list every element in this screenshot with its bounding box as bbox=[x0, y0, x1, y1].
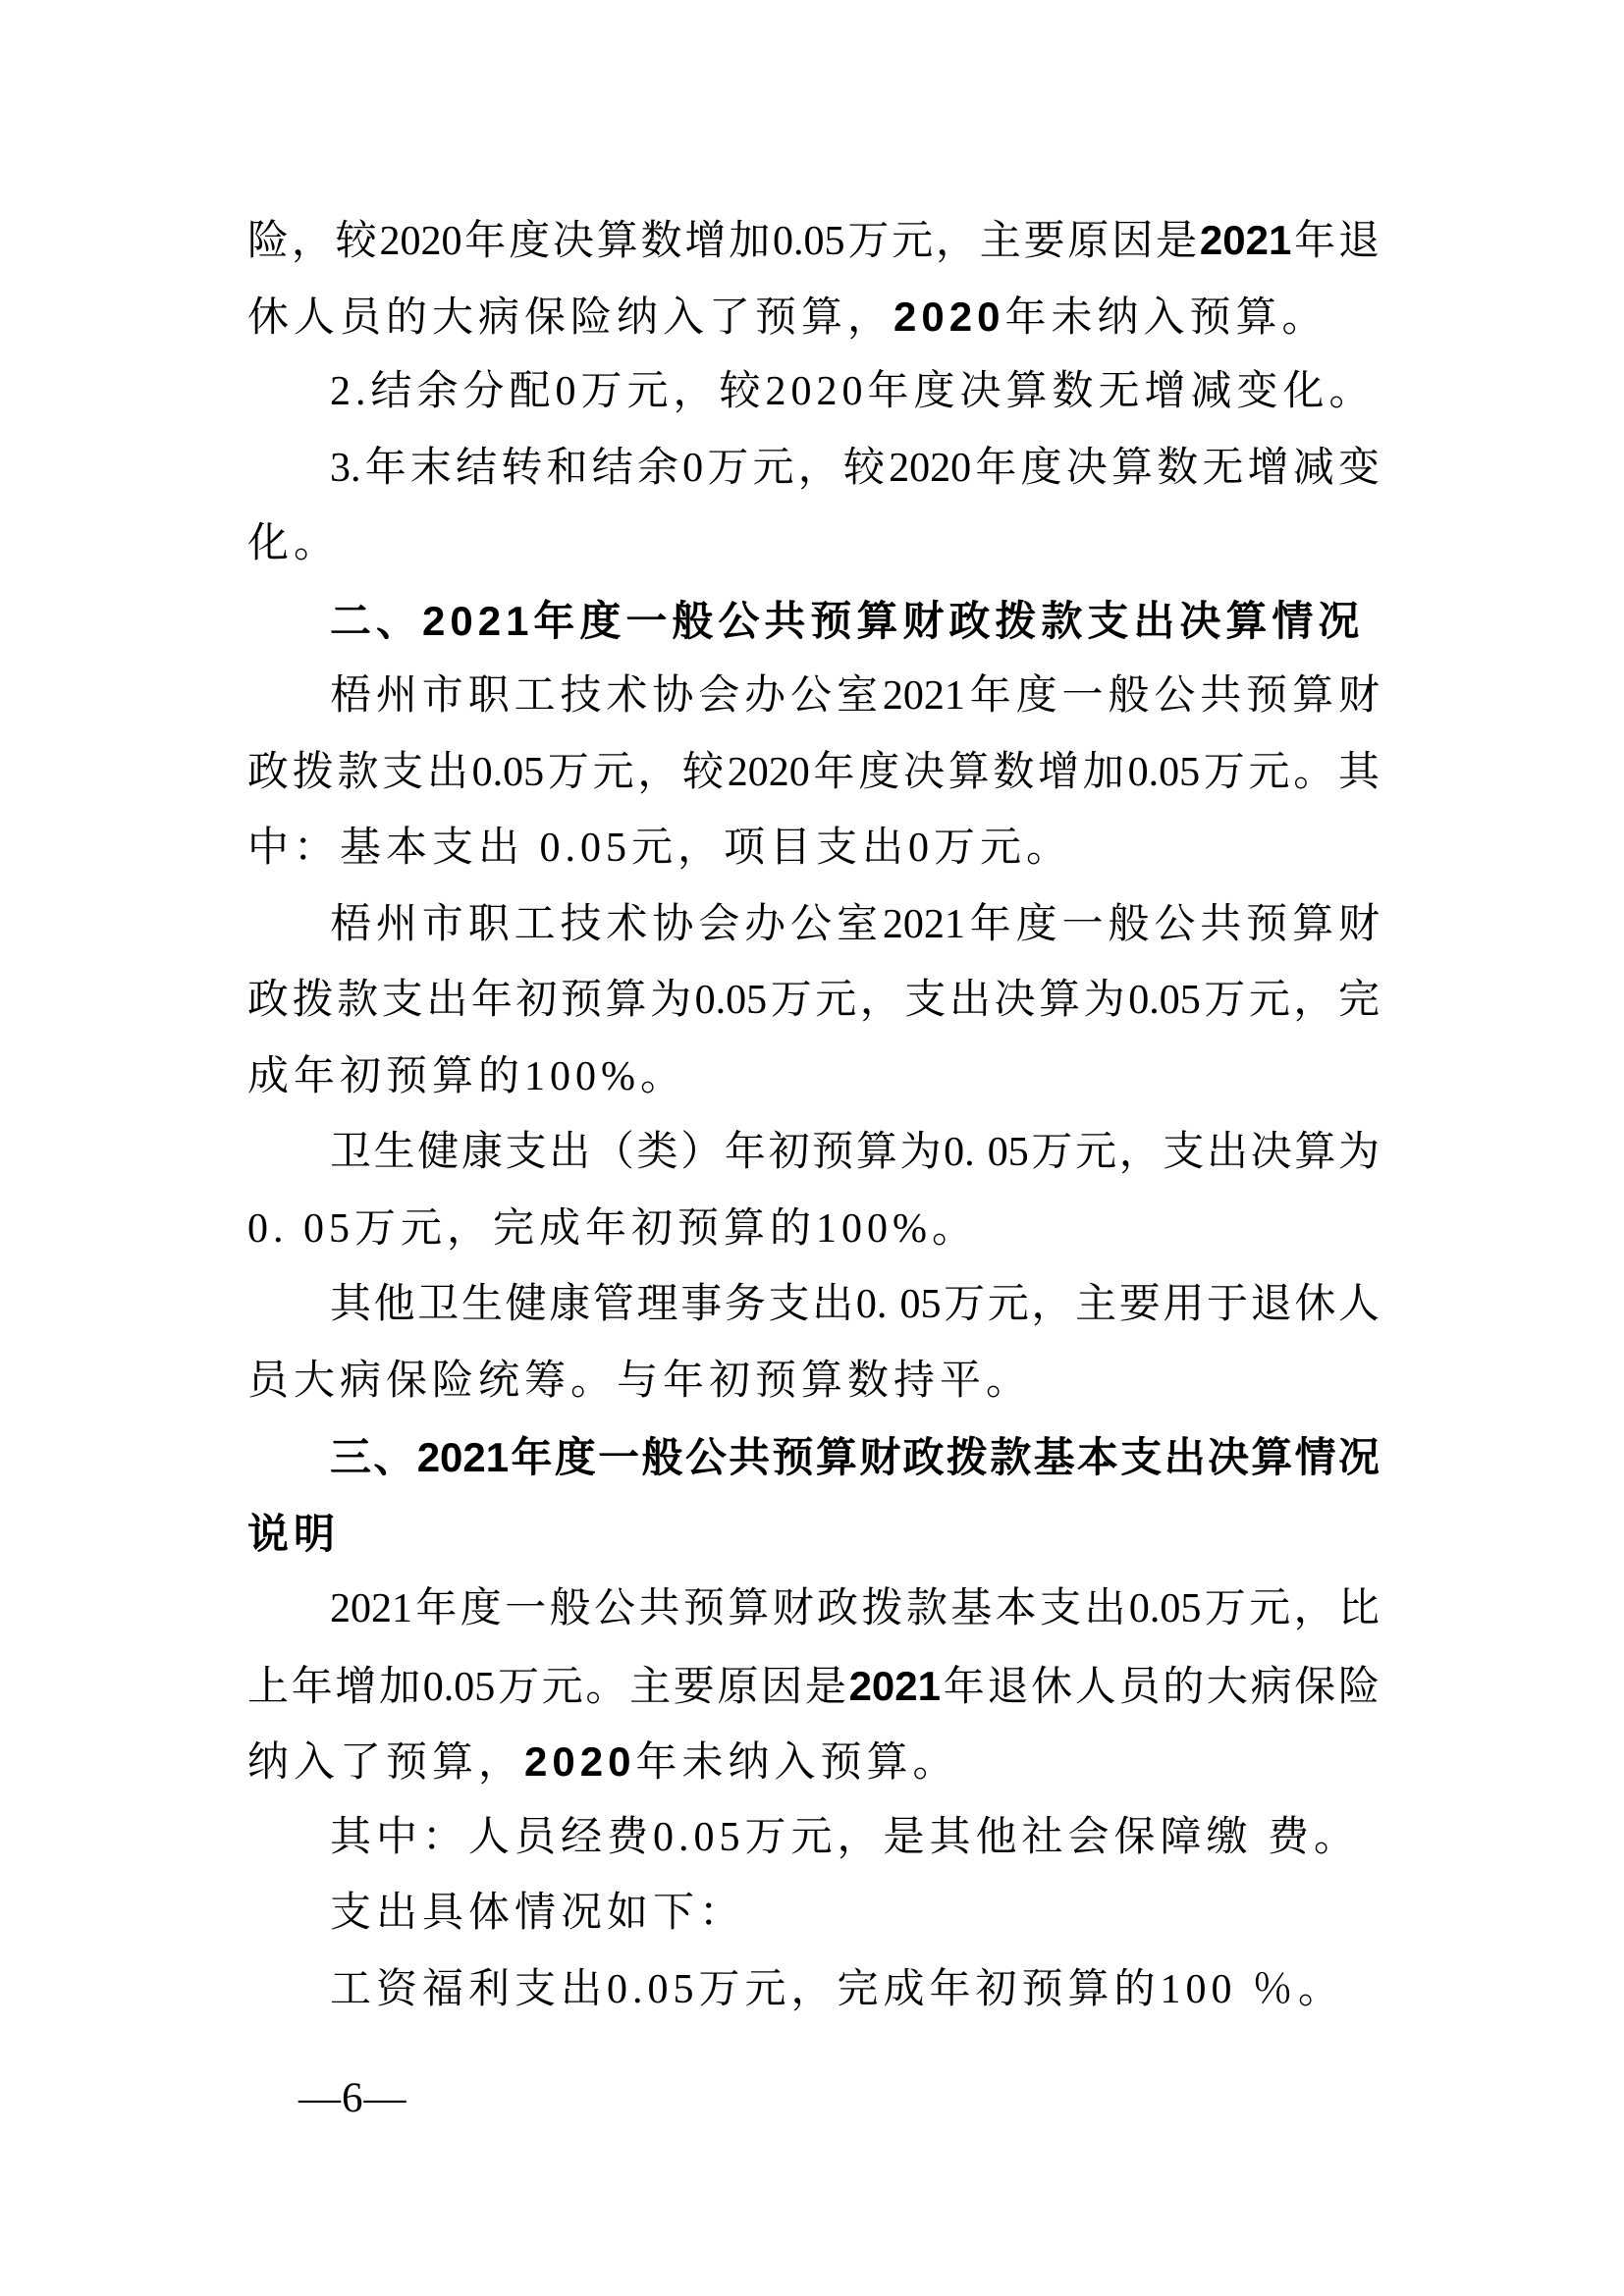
paragraph-line bbox=[247, 354, 1380, 431]
body-text: 上年增加0.05万元。主要原因是 bbox=[247, 1664, 849, 1710]
section-heading-line bbox=[247, 1496, 1380, 1573]
paragraph-line bbox=[247, 1267, 1380, 1344]
paragraph-line bbox=[247, 507, 1380, 583]
emphasized-year-text: 三、2021年度一般公共预算财政拨款基本支出决算情况 bbox=[330, 1434, 1380, 1480]
paragraph-line bbox=[247, 1952, 1380, 2029]
body-text: 险，较2020年度决算数增加0.05万元，主要原因是 bbox=[247, 219, 1200, 264]
body-text: 年未纳入预算。 bbox=[1004, 294, 1328, 341]
body-text: 梧州市职工技术协会办公室2021年度一般公共预算财 bbox=[330, 673, 1380, 719]
body-text: 中：基本支出 0.05元，项目支出0万元。 bbox=[247, 826, 1073, 871]
body-text: 政拨款支出0.05万元，较2020年度决算数增加0.05万元。其 bbox=[247, 749, 1380, 795]
emphasized-year-text: 2020 bbox=[893, 293, 1005, 340]
paragraph-line bbox=[247, 1115, 1380, 1192]
body-text: 年退休人员的大病保险 bbox=[941, 1664, 1380, 1710]
paragraph-line bbox=[247, 963, 1380, 1040]
body-text: 年未纳入预算。 bbox=[635, 1740, 959, 1786]
emphasized-year-text: 2021 bbox=[1199, 217, 1292, 263]
paragraph-line bbox=[247, 659, 1380, 735]
body-text: 成年初预算的100%。 bbox=[247, 1053, 686, 1099]
body-text: 2.结余分配0万元，较2020年度决算数无增减变化。 bbox=[330, 369, 1376, 414]
body-text: 政拨款支出年初预算为0.05万元，支出决算为0.05万元，完 bbox=[247, 978, 1380, 1023]
body-text: 3.年末结转和结余0万元，较2020年度决算数无增减变 bbox=[330, 445, 1380, 491]
body-text: 化。 bbox=[247, 521, 341, 566]
paragraph-line bbox=[247, 202, 1380, 279]
paragraph-line bbox=[247, 887, 1380, 964]
paragraph-line bbox=[247, 1344, 1380, 1420]
document-text-block bbox=[247, 202, 1380, 2028]
body-text: 纳入了预算， bbox=[247, 1740, 525, 1786]
body-text: 年退 bbox=[1291, 219, 1380, 264]
page-number: —6— bbox=[298, 2075, 407, 2121]
body-text: 0. 05万元，完成年初预算的100%。 bbox=[247, 1205, 978, 1252]
body-text: 2021年度一般公共预算财政拨款基本支出0.05万元，比 bbox=[330, 1586, 1380, 1631]
emphasized-year-text: 二、2021年度一般公共预算财政拨款支出决算情况 bbox=[330, 597, 1365, 644]
paragraph-line bbox=[247, 1572, 1380, 1648]
body-text: 员大病保险统筹。与年初预算数持平。 bbox=[247, 1358, 1033, 1404]
paragraph-line bbox=[247, 1876, 1380, 1952]
paragraph-line bbox=[247, 431, 1380, 507]
body-text: 休人员的大病保险纳入了预算， bbox=[247, 294, 894, 341]
body-text: 支出具体情况如下： bbox=[330, 1891, 746, 1936]
body-text: 工资福利支出0.05万元，完成年初预算的100 ％。 bbox=[330, 1966, 1345, 2012]
emphasized-year-text: 2020 bbox=[524, 1738, 636, 1785]
body-text: 其中：人员经费0.05万元，是其他社会保障缴 费。 bbox=[330, 1814, 1361, 1860]
section-heading-line bbox=[247, 1419, 1380, 1496]
body-text: 梧州市职工技术协会办公室2021年度一般公共预算财 bbox=[330, 901, 1380, 947]
paragraph-line bbox=[247, 735, 1380, 812]
paragraph-line bbox=[247, 1724, 1380, 1800]
paragraph-line bbox=[247, 1800, 1380, 1877]
emphasized-year-text: 说明 bbox=[247, 1510, 341, 1557]
paragraph-line bbox=[247, 279, 1380, 355]
paragraph-line bbox=[247, 1040, 1380, 1116]
section-heading-line bbox=[247, 583, 1380, 660]
emphasized-year-text: 2021 bbox=[848, 1662, 941, 1709]
paragraph-line bbox=[247, 811, 1380, 887]
body-text: 其他卫生健康管理事务支出0. 05万元，主要用于退休人 bbox=[330, 1282, 1380, 1327]
paragraph-line bbox=[247, 1192, 1380, 1268]
paragraph-line bbox=[247, 1648, 1380, 1725]
body-text: 卫生健康支出（类）年初预算为0. 05万元，支出决算为 bbox=[330, 1130, 1380, 1175]
